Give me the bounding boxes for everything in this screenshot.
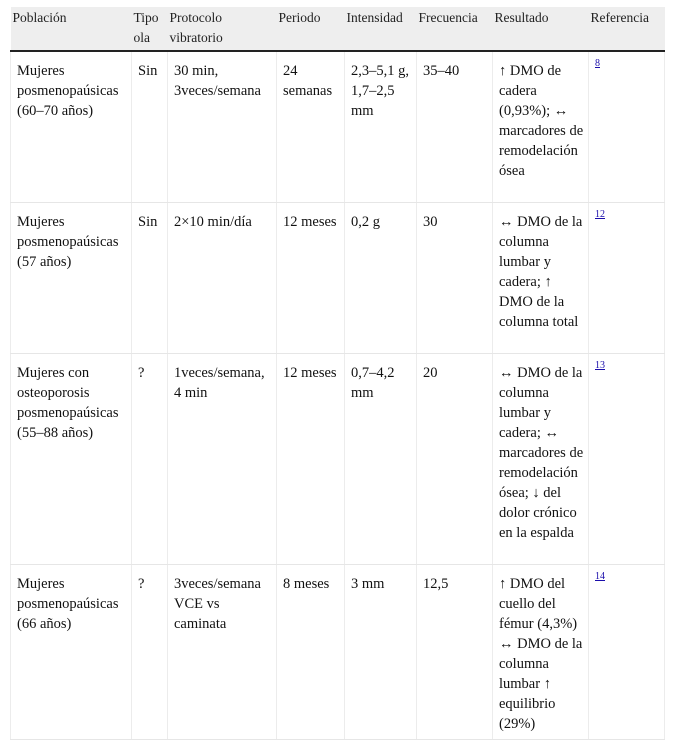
cell-periodo: 24 semanas xyxy=(277,51,345,202)
cell-tipo-ola: Sin xyxy=(132,51,168,202)
cell-protocolo: 2×10 min/día xyxy=(168,202,277,353)
cell-resultado: ↔ DMO de la columna lumbar y cadera; ↔ marcadores de remodelación ósea; ↓ del dolor crónico en la espalda xyxy=(493,353,589,564)
cell-frecuencia: 30 xyxy=(417,202,493,353)
reference-link[interactable]: 13 xyxy=(595,359,605,371)
cell-frecuencia: 12,5 xyxy=(417,564,493,739)
cell-intensidad: 0,2 g xyxy=(345,202,417,353)
header-poblacion: Población xyxy=(11,7,132,51)
cell-intensidad: 2,3–5,1 g, 1,7–2,5 mm xyxy=(345,51,417,202)
table-row xyxy=(11,51,665,202)
cell-protocolo: 30 min, 3veces/semana xyxy=(168,51,277,202)
header-frecuencia: Frecuencia xyxy=(417,7,493,51)
cell-protocolo: 1veces/semana, 4 min xyxy=(168,353,277,564)
cell-referencia xyxy=(589,202,665,353)
cell-referencia xyxy=(589,51,665,202)
cell-frecuencia: 35–40 xyxy=(417,51,493,202)
table-header-row xyxy=(11,7,665,51)
cell-poblacion: Mujeres posmenopaúsicas (57 años) xyxy=(11,202,132,353)
cell-protocolo: 3veces/semana VCE vs caminata xyxy=(168,564,277,739)
header-resultado: Resultado xyxy=(493,7,589,51)
table-row xyxy=(11,202,665,353)
reference-link[interactable]: 14 xyxy=(595,570,605,582)
cell-intensidad: 3 mm xyxy=(345,564,417,739)
cell-tipo-ola: ? xyxy=(132,353,168,564)
cell-poblacion: Mujeres posmenopaúsicas (66 años) xyxy=(11,564,132,739)
vibration-studies-table-container xyxy=(10,7,664,740)
cell-intensidad: 0,7–4,2 mm xyxy=(345,353,417,564)
cell-frecuencia: 20 xyxy=(417,353,493,564)
cell-periodo: 12 meses xyxy=(277,202,345,353)
cell-tipo-ola: ? xyxy=(132,564,168,739)
cell-poblacion: Mujeres con osteoporosis posmenopaúsicas (55–88 años) xyxy=(11,353,132,564)
cell-resultado: ↑ DMO del cuello del fémur (4,3%) ↔ DMO de la columna lumbar ↑ equilibrio (29%) xyxy=(493,564,589,739)
cell-periodo: 8 meses xyxy=(277,564,345,739)
cell-tipo-ola: Sin xyxy=(132,202,168,353)
header-tipo-ola: Tipo ola xyxy=(132,7,168,51)
cell-poblacion: Mujeres posmenopaúsicas (60–70 años) xyxy=(11,51,132,202)
header-protocolo: Protocolo vibratorio xyxy=(168,7,277,51)
cell-referencia xyxy=(589,564,665,739)
table-row xyxy=(11,353,665,564)
cell-resultado: ↔ DMO de la columna lumbar y cadera; ↑ DMO de la columna total xyxy=(493,202,589,353)
reference-link[interactable]: 12 xyxy=(595,208,605,220)
vibration-studies-table xyxy=(10,7,665,740)
cell-referencia xyxy=(589,353,665,564)
header-periodo: Periodo xyxy=(277,7,345,51)
cell-resultado: ↑ DMO de cadera (0,93%); ↔ marcadores de remodelación ósea xyxy=(493,51,589,202)
header-intensidad: Intensidad xyxy=(345,7,417,51)
header-referencia: Referencia xyxy=(589,7,665,51)
cell-periodo: 12 meses xyxy=(277,353,345,564)
table-row xyxy=(11,564,665,739)
reference-link[interactable]: 8 xyxy=(595,58,600,70)
